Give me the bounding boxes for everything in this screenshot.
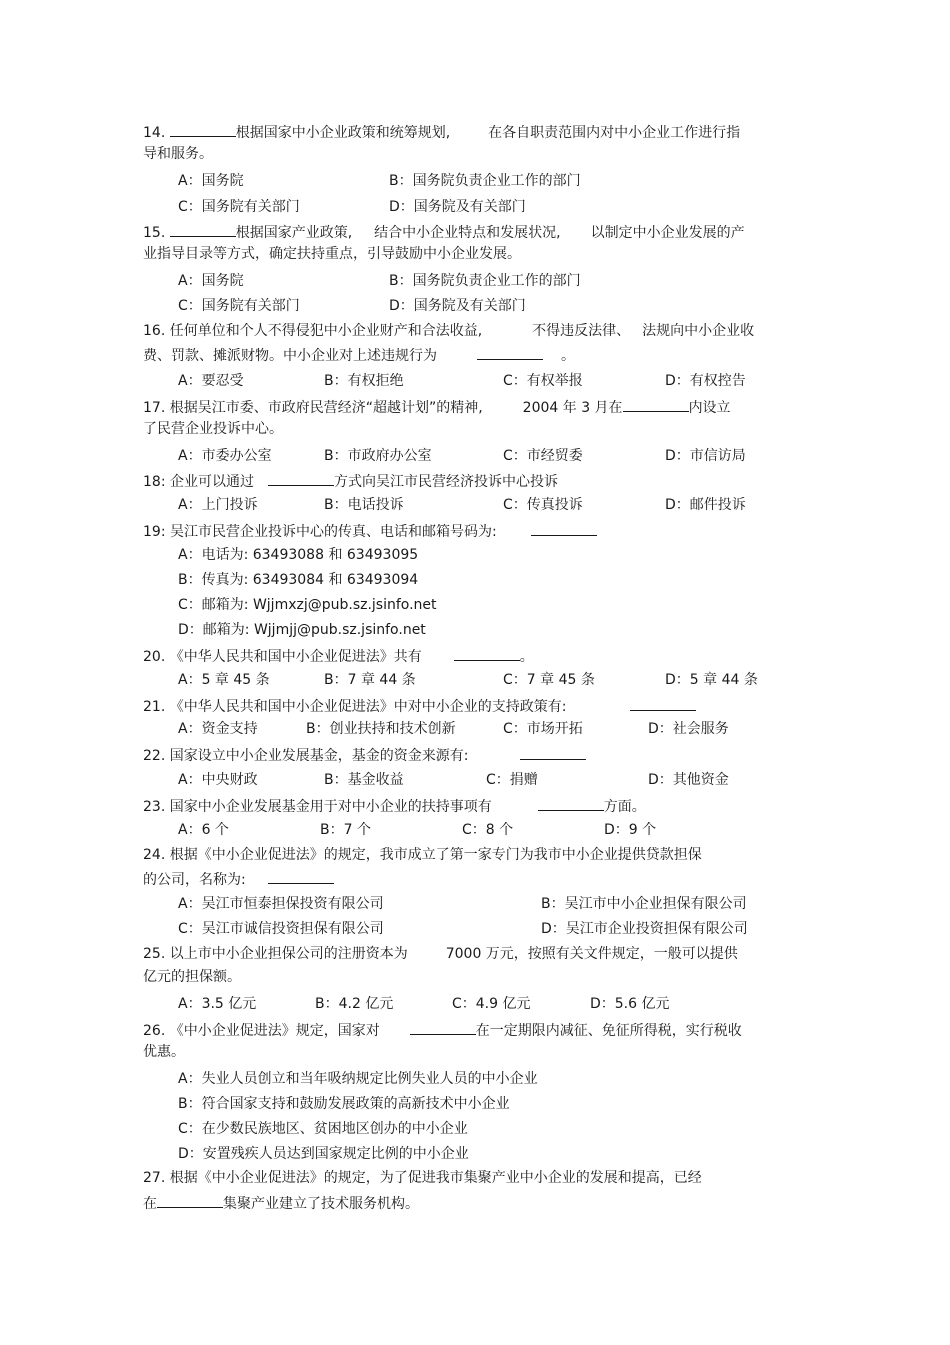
answer-option[interactable]: B：4.2 亿元 [315, 996, 394, 1012]
answer-option[interactable]: B：传真为: 63493084 和 63493094 [178, 572, 419, 588]
answer-option[interactable]: B：基金收益 [324, 772, 404, 788]
question-stem-line [143, 246, 521, 262]
answer-blank[interactable] [268, 870, 334, 884]
answer-blank[interactable] [268, 472, 334, 486]
question-stem-line [143, 946, 738, 962]
stem-text: 在 [143, 1196, 157, 1212]
answer-blank[interactable] [170, 223, 236, 237]
answer-option[interactable]: C：市经贸委 [503, 448, 583, 464]
answer-option[interactable]: D：国务院及有关部门 [389, 199, 526, 215]
question-stem-line [143, 697, 696, 715]
question-stem-line [143, 123, 740, 141]
answer-blank[interactable] [410, 1021, 476, 1035]
stem-text: 。 [561, 348, 575, 364]
stem-text: 24. 根据《中小企业促进法》的规定，我市成立了第一家专门为我市中小企业提供贷款担保 [143, 847, 702, 863]
question-stem-line [143, 346, 575, 364]
question-stem-line [143, 1044, 185, 1060]
stem-text: 优惠。 [143, 1044, 185, 1060]
answer-option[interactable]: D：市信访局 [665, 448, 746, 464]
stem-text: 25. 以上市中小企业担保公司的注册资本为 [143, 946, 408, 962]
stem-text: 17. 根据吴江市委、市政府民营经济“超越计划”的精神, [143, 400, 483, 416]
answer-option[interactable]: A：市委办公室 [178, 448, 272, 464]
stem-text: 不得违反法律、 [532, 323, 631, 339]
answer-option[interactable]: D：吴江市企业投资担保有限公司 [541, 921, 748, 937]
answer-blank[interactable] [477, 346, 543, 360]
answer-option[interactable]: B：国务院负责企业工作的部门 [389, 173, 581, 189]
question-stem-line [143, 847, 702, 863]
answer-option[interactable]: B：有权拒绝 [324, 373, 404, 389]
stem-text: 方面。 [603, 799, 646, 815]
question-stem-line [143, 870, 334, 888]
stem-text: 根据国家产业政策, [235, 225, 353, 241]
answer-option[interactable]: D：安置残疾人员达到国家规定比例的中小企业 [178, 1146, 469, 1162]
answer-option[interactable]: D：其他资金 [648, 772, 729, 788]
answer-option[interactable]: B：国务院负责企业工作的部门 [389, 273, 581, 289]
answer-option[interactable]: A：中央财政 [178, 772, 258, 788]
answer-option[interactable]: A：资金支持 [178, 721, 258, 737]
answer-option[interactable]: C：传真投诉 [503, 497, 583, 513]
question-stem-line [143, 647, 534, 665]
stem-text: 2004 年 3 月在 [522, 400, 623, 416]
stem-text: 20. 《中华人民共和国中小企业促进法》共有 [143, 649, 422, 665]
answer-option[interactable]: C：吴江市诚信投资担保有限公司 [178, 921, 384, 937]
question-stem-line [143, 146, 213, 162]
stem-text: 方式向吴江市民营经济投诉中心投诉 [333, 474, 558, 490]
stem-text: 根据国家中小企业政策和统筹规划, [235, 125, 451, 141]
answer-option[interactable]: C：4.9 亿元 [452, 996, 531, 1012]
answer-option[interactable]: D：9 个 [604, 822, 657, 838]
answer-option[interactable]: A：5 章 45 条 [178, 672, 270, 688]
answer-blank[interactable] [538, 797, 604, 811]
stem-text: 。 [519, 649, 534, 665]
stem-text: 23. 国家中小企业发展基金用于对中小企业的扶持事项有 [143, 799, 492, 815]
answer-blank[interactable] [157, 1194, 223, 1208]
stem-text: 22. 国家设立中小企业发展基金，基金的资金来源有: [143, 748, 469, 764]
answer-option[interactable]: A：要忍受 [178, 373, 244, 389]
stem-text: 法规向中小企业收 [642, 323, 755, 339]
stem-text: 27. 根据《中小企业促进法》的规定，为了促进我市集聚产业中小企业的发展和提高，已经 [143, 1170, 702, 1186]
answer-option[interactable]: D：5.6 亿元 [590, 996, 670, 1012]
question-stem-line [143, 421, 283, 437]
answer-option[interactable]: D：邮箱为: Wjjmjj@pub.sz.jsinfo.net [178, 622, 426, 638]
answer-option[interactable]: C：国务院有关部门 [178, 298, 300, 314]
answer-option[interactable]: D：有权控告 [665, 373, 746, 389]
stem-text: 在各自职责范围内对中小企业工作进行指 [488, 125, 741, 141]
stem-text: 16. 任何单位和个人不得侵犯中小企业财产和合法收益, [143, 323, 483, 339]
answer-blank[interactable] [531, 522, 597, 536]
stem-text: 7000 万元，按照有关文件规定，一般可以提供 [445, 946, 738, 962]
answer-option[interactable]: C：国务院有关部门 [178, 199, 300, 215]
answer-option[interactable]: C：捐赠 [486, 772, 538, 788]
stem-text: 费、罚款、摊派财物。中小企业对上述违规行为 [143, 348, 437, 364]
stem-text: 26. 《中小企业促进法》规定，国家对 [143, 1023, 380, 1039]
answer-option[interactable]: B：创业扶持和技术创新 [306, 721, 456, 737]
question-stem-line [143, 472, 558, 490]
answer-blank[interactable] [520, 746, 586, 760]
answer-option[interactable]: A：3.5 亿元 [178, 996, 257, 1012]
stem-text: 14. [143, 125, 170, 141]
question-stem-line [143, 797, 646, 815]
question-stem-line [143, 223, 745, 241]
question-stem-line [143, 1170, 702, 1186]
answer-option[interactable]: B：市政府办公室 [324, 448, 432, 464]
stem-text: 以制定中小企业发展的产 [590, 225, 745, 241]
answer-option[interactable]: A：国务院 [178, 273, 244, 289]
question-stem-line [143, 522, 597, 540]
stem-text: 了民营企业投诉中心。 [143, 421, 283, 437]
answer-option[interactable]: B：吴江市中小企业担保有限公司 [541, 896, 747, 912]
question-stem-line [143, 323, 754, 339]
answer-option[interactable]: C：8 个 [462, 822, 514, 838]
stem-text: 15. [143, 225, 170, 241]
answer-option[interactable]: C：有权举报 [503, 373, 583, 389]
answer-option[interactable]: C：市场开拓 [503, 721, 583, 737]
answer-option[interactable]: A：6 个 [178, 822, 229, 838]
answer-option[interactable]: B：符合国家支持和鼓励发展政策的高新技术中小企业 [178, 1096, 510, 1112]
stem-text: 结合中小企业特点和发展状况, [374, 225, 561, 241]
question-stem-line [143, 1021, 742, 1039]
stem-text: 内设立 [688, 400, 731, 416]
stem-text: 的公司，名称为: [143, 872, 246, 888]
answer-option[interactable]: D：邮件投诉 [665, 497, 746, 513]
answer-option[interactable]: A：上门投诉 [178, 497, 258, 513]
answer-option[interactable]: C：邮箱为: Wjjmxzj@pub.sz.jsinfo.net [178, 597, 437, 613]
stem-text: 21. 《中华人民共和国中小企业促进法》中对中小企业的支持政策有: [143, 699, 567, 715]
answer-option[interactable]: A：电话为: 63493088 和 63493095 [178, 547, 419, 563]
question-stem-line [143, 1194, 419, 1212]
stem-text: 导和服务。 [143, 146, 213, 162]
answer-option[interactable]: A：失业人员创立和当年吸纳规定比例失业人员的中小企业 [178, 1071, 538, 1087]
question-stem-line [143, 398, 731, 416]
answer-option[interactable]: D：5 章 44 条 [665, 672, 758, 688]
stem-text: 业指导目录等方式，确定扶持重点，引导鼓励中小企业发展。 [143, 246, 521, 262]
question-stem-line [143, 746, 586, 764]
answer-blank[interactable] [630, 697, 696, 711]
answer-option[interactable]: A：吴江市恒泰担保投资有限公司 [178, 896, 384, 912]
stem-text: 19: 吴江市民营企业投诉中心的传真、电话和邮箱号码为: [143, 524, 497, 540]
answer-option[interactable]: B：电话投诉 [324, 497, 404, 513]
stem-text: 集聚产业建立了技术服务机构。 [223, 1196, 419, 1212]
answer-blank[interactable] [623, 398, 689, 412]
answer-blank[interactable] [454, 647, 520, 661]
answer-option[interactable]: C：7 章 45 条 [503, 672, 595, 688]
answer-option[interactable]: B：7 个 [320, 822, 371, 838]
answer-blank[interactable] [170, 123, 236, 137]
answer-option[interactable]: C：在少数民族地区、贫困地区创办的中小企业 [178, 1121, 468, 1137]
stem-text: 在一定期限内减征、免征所得税，实行税收 [475, 1023, 742, 1039]
answer-option[interactable]: B：7 章 44 条 [324, 672, 416, 688]
answer-option[interactable]: D：国务院及有关部门 [389, 298, 526, 314]
answer-option[interactable]: A：国务院 [178, 173, 244, 189]
stem-text: 亿元的担保额。 [143, 969, 241, 985]
stem-text: 18: 企业可以通过 [143, 474, 254, 490]
answer-option[interactable]: D：社会服务 [648, 721, 729, 737]
question-stem-line [143, 969, 241, 985]
